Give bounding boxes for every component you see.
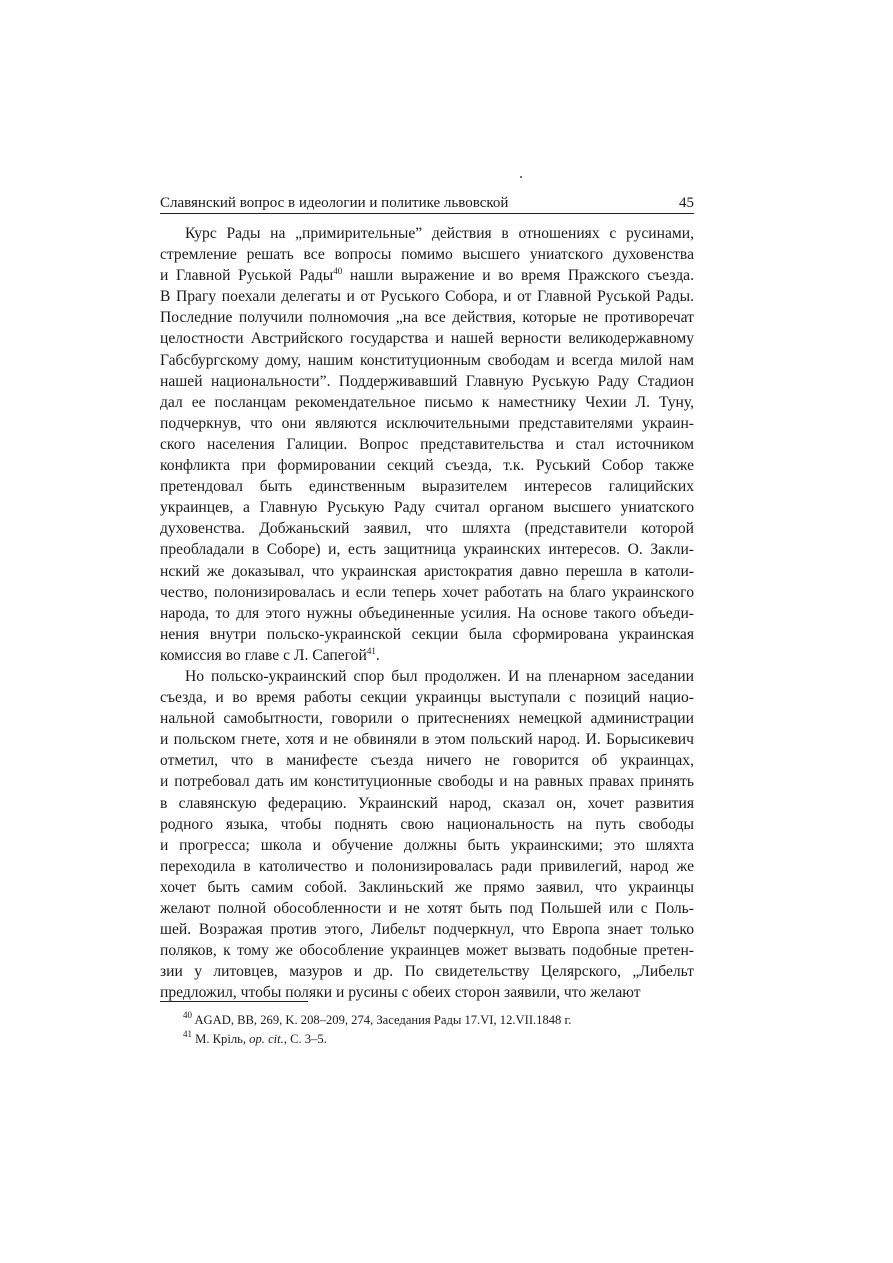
text-fragment: и Главной Руськой Рады [160, 267, 334, 285]
footnote-reference: 41 [366, 645, 376, 656]
body-text [160, 223, 694, 1003]
text-line: целостности Австрийского государства и нашей верности великодержавному [160, 330, 694, 348]
text-line: предложил, чтобы поляки и русины с обеих сторон заявили, что желают [160, 984, 641, 1002]
text-line: в славянскую федерацию. Украинский народ, сказал он, хочет развития [160, 794, 694, 812]
running-title: Славянский вопрос в идеологии и политике львовской [160, 195, 509, 211]
text-line: отметил, что в манифесте съезда ничего не говорится об украинцах, [160, 752, 694, 770]
text-line: нский же доказывал, что украинская аристократия давно перешла в католи- [160, 562, 694, 580]
text-line: Последние получили полномочия „на все действия, которые не противоречат [160, 309, 694, 327]
text-line: и потребовал дать им конституционные свободы и на равных правах принять [160, 773, 694, 791]
footnote-italic: op. cit. [249, 1032, 284, 1046]
text-line: хочет быть самим собой. Заклиньский же прямо заявил, что украинцы [160, 878, 694, 896]
text-line: чество, полонизировалась и если теперь хочет работать на благо украинского [160, 583, 694, 601]
text-line: В Прагу поехали делегаты и от Руського Собора, и от Главной Руськой Рады. [160, 288, 694, 306]
footnote-text: AGAD, BB, 269, K. 208–209, 274, Заседания Рады 17.VI, 12.VII.1848 г. [192, 1013, 572, 1027]
page-number: 45 [679, 195, 694, 211]
footnote-mark: 40 [183, 1010, 192, 1020]
text-line: и польском гнете, хотя и не обвиняли в этом польский народ. И. Борысикевич [160, 731, 694, 749]
running-header [160, 193, 694, 214]
text-line: стремление решать все вопросы помимо высшего униатского духовенства [160, 246, 694, 264]
text-line: переходила в католичество и полонизировалась ради привилегий, народ же [160, 857, 694, 875]
footnote-reference: 40 [333, 266, 343, 277]
paragraph-2 [160, 666, 694, 1004]
text-line: ского населения Галиции. Вопрос представительства и стал источником [160, 435, 694, 453]
footnote-41 [183, 1030, 693, 1049]
text-line: нения внутри польско-украинской секции была сформирована украинская [160, 625, 694, 643]
print-speck [520, 176, 522, 178]
text-line: претендовал быть единственным выразителем интересов галицийских [160, 478, 694, 496]
text-line: и прогресса; школа и обучение должны быть украинскими; это шляхта [160, 836, 694, 854]
text-line: съезда, и во время работы секции украинцы выступали с позиций нацио- [160, 689, 694, 707]
text-line: подчеркнув, что они являются исключительными представителями украин- [160, 414, 694, 432]
text-fragment: комиссия во главе с Л. Сапегой [160, 646, 367, 664]
footnote-separator [160, 1001, 308, 1002]
text-line: Курс Рады на „примирительные” действия в отношениях с русинами, [185, 225, 694, 242]
footnote-mark: 41 [183, 1029, 192, 1039]
footnote-text: , С. 3–5. [283, 1032, 327, 1046]
text-line: зии у литовцев, мазуров и др. По свидетельству Целярского, „Либельт [160, 963, 694, 981]
text-line: шей. Возражая против этого, Либельт подчеркнул, что Европа знает только [160, 921, 694, 939]
text-line: духовенства. Добжаньский заявил, что шляхта (представители которой [160, 520, 694, 538]
text-line: родного языка, чтобы поднять свою национальность на путь свободы [160, 815, 694, 833]
footnote-40 [183, 1011, 693, 1030]
text-line: желают полной обособленности и не хотят быть под Польшей или с Поль- [160, 900, 694, 917]
text-line: преобладали в Соборе) и, есть защитница украинских интересов. О. Закли- [160, 541, 694, 559]
footnotes [183, 1011, 693, 1049]
text-line: дал ее посланцам рекомендательное письмо к наместнику Чехии Л. Туну, [160, 393, 694, 411]
text-line: нальной самобытности, говорили о притеснениях немецкой администрации [160, 710, 694, 728]
text-line: Но польско-украинский спор был продолжен. И на пленарном заседании [185, 667, 694, 685]
text-line [160, 265, 694, 286]
text-line: Габсбургскому дому, нашим конституционным свободам и всегда милой нам [160, 351, 694, 369]
text-line: нашей национальности”. Поддерживавший Главную Руськую Раду Стадион [160, 372, 694, 390]
text-fragment: нашли выражение и во время Пражского съезда. [342, 267, 695, 285]
text-line: конфликта при формировании секций съезда, т.к. Руський Собор также [160, 457, 694, 475]
text-line [160, 645, 694, 666]
paragraph-1 [160, 223, 694, 666]
text-line: народа, то для этого нужны объединенные усилия. На основе такого объеди- [160, 604, 694, 622]
text-line: украинцев, а Главную Руськую Раду считал органом высшего униатского [160, 499, 694, 517]
text-fragment: . [375, 646, 380, 664]
text-line: поляков, к тому же обособление украинцев может вызвать подобные претен- [160, 942, 694, 960]
footnote-text: M. Кріль, [192, 1032, 250, 1046]
